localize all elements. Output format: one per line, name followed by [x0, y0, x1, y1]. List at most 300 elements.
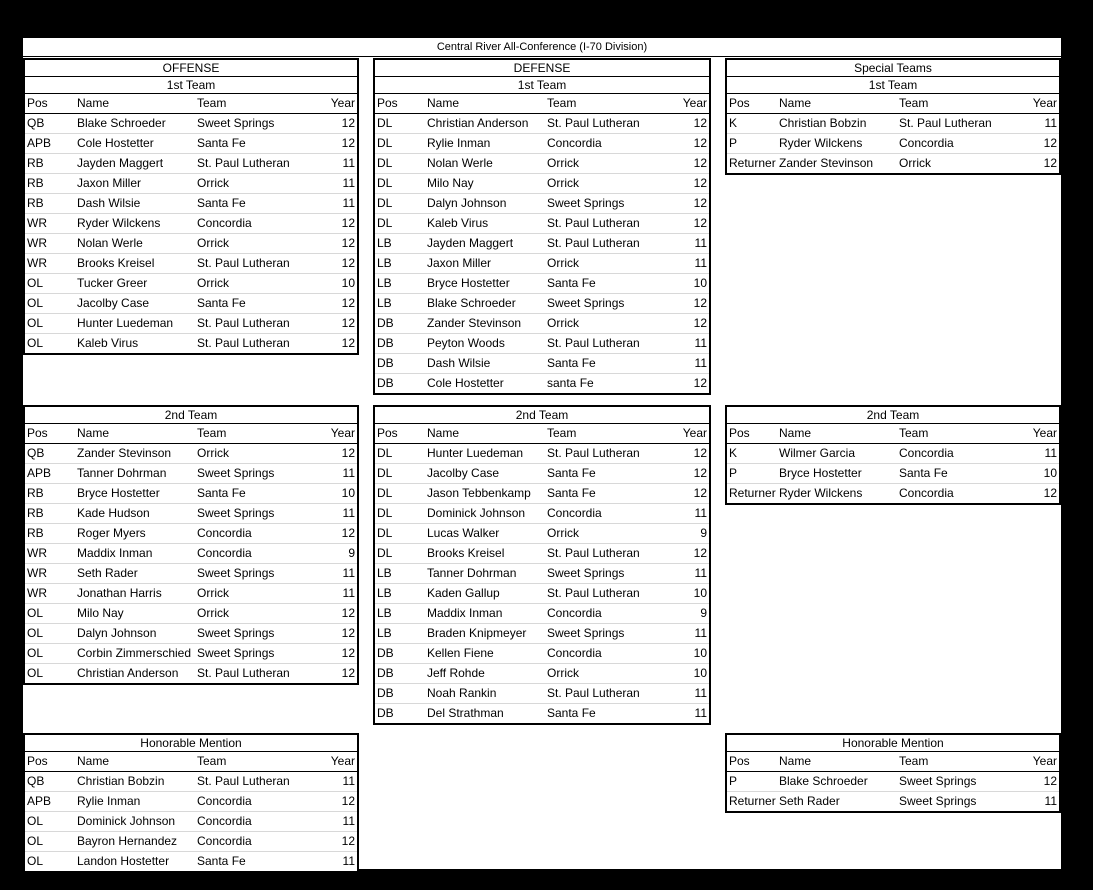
table-row [25, 812, 357, 832]
table-row [727, 134, 1059, 154]
cell-name: Hunter Luedeman [427, 446, 524, 460]
cell-pos: DL [377, 176, 393, 190]
cell-pos: DL [377, 116, 393, 130]
cell-team: St. Paul Lutheran [197, 156, 290, 170]
column-header-year: Year [682, 96, 707, 110]
cell-year: 12 [341, 626, 355, 640]
table-row [375, 604, 709, 624]
cell-name: Bryce Hostetter [77, 486, 160, 500]
table-row [25, 134, 357, 154]
cell-team: Sweet Springs [197, 506, 275, 520]
cell-name: Hunter Luedeman [77, 316, 174, 330]
table-row [25, 484, 357, 504]
cell-name: Brooks Kreisel [427, 546, 505, 560]
cell-year: 12 [341, 296, 355, 310]
cell-pos: DL [377, 546, 393, 560]
cell-pos: DL [377, 506, 393, 520]
cell-pos: P [729, 466, 738, 480]
table-row [25, 792, 357, 812]
table-row [25, 294, 357, 314]
cell-team: Sweet Springs [197, 626, 275, 640]
column-header-pos: Pos [27, 426, 48, 440]
cell-pos: DB [377, 336, 394, 350]
cell-name: Brooks Kreisel [77, 256, 155, 270]
cell-pos: DB [377, 686, 394, 700]
table-row [25, 214, 357, 234]
column-header-row [727, 752, 1059, 772]
table-row [25, 624, 357, 644]
cell-name: Bryce Hostetter [779, 466, 862, 480]
cell-pos: DB [377, 376, 394, 390]
column-header-name: Name [427, 96, 460, 110]
column-header-team: Team [197, 96, 227, 110]
cell-name: Nolan Werle [77, 236, 143, 250]
cell-name: Wilmer Garcia [779, 446, 856, 460]
column-header-name: Name [427, 426, 460, 440]
table-row [375, 274, 709, 294]
cell-name: Rylie Inman [427, 136, 491, 150]
cell-team: santa Fe [547, 376, 594, 390]
table-row [25, 274, 357, 294]
cell-year: 11 [694, 506, 707, 520]
cell-team: Concordia [547, 136, 602, 150]
cell-team: Concordia [547, 646, 602, 660]
column-header-year: Year [682, 426, 707, 440]
table-row [25, 524, 357, 544]
cell-pos: DB [377, 356, 394, 370]
special-teams-second-team-table [725, 405, 1061, 505]
cell-year: 12 [693, 446, 707, 460]
column-header-pos: Pos [729, 96, 750, 110]
cell-pos: Returner [729, 794, 776, 808]
cell-name: Del Strathman [427, 706, 504, 720]
cell-team: Orrick [547, 666, 579, 680]
cell-team: St. Paul Lutheran [547, 686, 640, 700]
cell-team: Santa Fe [547, 356, 596, 370]
cell-team: Santa Fe [197, 486, 246, 500]
cell-year: 11 [1044, 446, 1057, 460]
cell-name: Lucas Walker [427, 526, 500, 540]
cell-year: 10 [1043, 466, 1057, 480]
table-row [25, 852, 357, 871]
cell-name: Bryce Hostetter [427, 276, 510, 290]
cell-name: Dalyn Johnson [427, 196, 507, 210]
cell-pos: WR [27, 236, 47, 250]
offense-first-team-table [23, 58, 359, 355]
cell-year: 11 [342, 156, 355, 170]
column-header-year: Year [1032, 96, 1057, 110]
column-header-pos: Pos [729, 754, 750, 768]
defense-second-team-table [373, 405, 711, 725]
cell-pos: Returner [729, 486, 776, 500]
cell-name: Milo Nay [427, 176, 474, 190]
table-row [375, 254, 709, 274]
cell-pos: APB [27, 136, 52, 150]
cell-team: St. Paul Lutheran [547, 586, 640, 600]
cell-name: Dash Wilsie [77, 196, 141, 210]
cell-name: Kellen Fiene [427, 646, 494, 660]
table-row [25, 314, 357, 334]
table-row [375, 154, 709, 174]
cell-name: Jacolby Case [427, 466, 500, 480]
cell-team: Concordia [197, 834, 252, 848]
cell-year: 12 [693, 546, 707, 560]
cell-team: Orrick [197, 176, 229, 190]
column-header-row [727, 94, 1059, 114]
cell-year: 11 [1044, 794, 1057, 808]
cell-pos: RB [27, 486, 44, 500]
cell-year: 11 [342, 854, 355, 868]
table-row [25, 464, 357, 484]
team-level-heading: 2nd Team [727, 407, 1059, 424]
column-header-pos: Pos [377, 96, 398, 110]
column-header-team: Team [197, 426, 227, 440]
cell-pos: LB [377, 566, 392, 580]
cell-team: Concordia [197, 526, 252, 540]
table-row [375, 624, 709, 644]
table-row [25, 254, 357, 274]
cell-name: Zander Stevinson [427, 316, 522, 330]
cell-team: Sweet Springs [197, 646, 275, 660]
cell-year: 12 [693, 196, 707, 210]
cell-pos: OL [27, 296, 44, 310]
cell-year: 12 [341, 666, 355, 680]
column-header-pos: Pos [377, 426, 398, 440]
cell-name: Kaleb Virus [77, 336, 139, 350]
cell-year: 12 [693, 136, 707, 150]
cell-pos: LB [377, 256, 392, 270]
column-header-name: Name [77, 96, 110, 110]
cell-team: Sweet Springs [547, 566, 625, 580]
cell-year: 10 [693, 276, 707, 290]
column-header-row [375, 94, 709, 114]
cell-name: Rylie Inman [77, 794, 141, 808]
column-header-row [727, 424, 1059, 444]
cell-name: Jeff Rohde [427, 666, 485, 680]
cell-team: Concordia [899, 136, 954, 150]
cell-pos: LB [377, 606, 392, 620]
table-row [25, 832, 357, 852]
column-header-row [25, 94, 357, 114]
cell-team: Concordia [547, 506, 602, 520]
table-row [375, 374, 709, 393]
cell-team: Sweet Springs [197, 466, 275, 480]
column-header-name: Name [779, 754, 812, 768]
cell-year: 11 [694, 626, 707, 640]
table-row [375, 644, 709, 664]
cell-year: 10 [341, 486, 355, 500]
column-header-pos: Pos [27, 754, 48, 768]
cell-year: 12 [693, 156, 707, 170]
cell-pos: LB [377, 276, 392, 290]
table-row [25, 334, 357, 353]
table-row [375, 334, 709, 354]
column-header-name: Name [77, 426, 110, 440]
table-row [25, 772, 357, 792]
cell-team: Santa Fe [197, 196, 246, 210]
cell-team: Orrick [197, 236, 229, 250]
table-row [727, 114, 1059, 134]
table-row [375, 214, 709, 234]
table-row [375, 504, 709, 524]
cell-pos: OL [27, 626, 44, 640]
special-teams-first-team-table [725, 58, 1061, 175]
cell-name: Zander Stevinson [779, 156, 874, 170]
cell-name: Dominick Johnson [427, 506, 526, 520]
cell-pos: OL [27, 854, 44, 868]
cell-name: Christian Bobzin [779, 116, 867, 130]
cell-team: Santa Fe [547, 276, 596, 290]
cell-year: 12 [693, 216, 707, 230]
cell-name: Maddix Inman [427, 606, 503, 620]
table-row [375, 464, 709, 484]
cell-pos: K [729, 116, 738, 130]
cell-pos: OL [27, 666, 44, 680]
cell-name: Kaden Gallup [427, 586, 500, 600]
column-header-name: Name [779, 96, 812, 110]
cell-pos: P [729, 774, 738, 788]
cell-pos: DB [377, 666, 394, 680]
table-row [375, 234, 709, 254]
cell-name: Peyton Woods [427, 336, 505, 350]
cell-team: St. Paul Lutheran [547, 116, 640, 130]
cell-team: St. Paul Lutheran [197, 256, 290, 270]
table-row [25, 114, 357, 134]
cell-team: Santa Fe [197, 296, 246, 310]
cell-name: Ryder Wilckens [77, 216, 161, 230]
cell-pos: LB [377, 626, 392, 640]
cell-year: 12 [341, 316, 355, 330]
cell-year: 11 [342, 196, 355, 210]
cell-year: 12 [341, 794, 355, 808]
cell-year: 9 [700, 526, 707, 540]
cell-name: Maddix Inman [77, 546, 153, 560]
column-header-name: Name [77, 754, 110, 768]
cell-year: 12 [341, 136, 355, 150]
cell-pos: RB [27, 156, 44, 170]
table-row [25, 504, 357, 524]
cell-team: Concordia [197, 794, 252, 808]
cell-year: 11 [694, 256, 707, 270]
cell-pos: QB [27, 774, 45, 788]
column-header-year: Year [330, 754, 355, 768]
cell-name: Roger Myers [77, 526, 146, 540]
cell-team: Santa Fe [899, 466, 948, 480]
cell-pos: DL [377, 196, 393, 210]
team-level-heading: Honorable Mention [727, 735, 1059, 752]
cell-name: Jayden Maggert [427, 236, 514, 250]
cell-year: 11 [1044, 116, 1057, 130]
team-level-heading: 2nd Team [25, 407, 357, 424]
table-row [727, 154, 1059, 173]
cell-pos: K [729, 446, 738, 460]
cell-year: 12 [1043, 136, 1057, 150]
cell-year: 12 [341, 116, 355, 130]
cell-name: Blake Schroeder [779, 774, 868, 788]
table-row [25, 234, 357, 254]
team-level-heading: 1st Team [375, 77, 709, 94]
cell-year: 12 [341, 236, 355, 250]
cell-pos: QB [27, 116, 45, 130]
cell-name: Dominick Johnson [77, 814, 176, 828]
cell-team: Sweet Springs [899, 794, 977, 808]
cell-year: 12 [693, 116, 707, 130]
table-row [375, 704, 709, 723]
cell-team: Orrick [197, 276, 229, 290]
table-row [25, 664, 357, 683]
cell-year: 11 [342, 586, 355, 600]
table-row [727, 792, 1059, 811]
cell-year: 9 [700, 606, 707, 620]
cell-name: Zander Stevinson [77, 446, 172, 460]
cell-year: 12 [341, 834, 355, 848]
cell-team: Sweet Springs [547, 196, 625, 210]
cell-team: Santa Fe [197, 136, 246, 150]
table-row [375, 524, 709, 544]
cell-team: St. Paul Lutheran [547, 546, 640, 560]
cell-team: Sweet Springs [547, 626, 625, 640]
column-header-year: Year [330, 96, 355, 110]
cell-pos: OL [27, 336, 44, 350]
table-row [375, 114, 709, 134]
column-header-row [25, 752, 357, 772]
special-teams-honorable-mention-table [725, 733, 1061, 813]
cell-year: 11 [342, 466, 355, 480]
cell-pos: DL [377, 466, 393, 480]
cell-team: St. Paul Lutheran [197, 336, 290, 350]
table-row [727, 772, 1059, 792]
cell-name: Corbin Zimmerschied [77, 646, 192, 660]
column-header-pos: Pos [729, 426, 750, 440]
section-heading: Special Teams [727, 60, 1059, 77]
cell-name: Landon Hostetter [77, 854, 170, 868]
table-row [375, 294, 709, 314]
cell-year: 11 [694, 686, 707, 700]
cell-team: Concordia [197, 814, 252, 828]
cell-pos: WR [27, 256, 47, 270]
cell-name: Dash Wilsie [427, 356, 491, 370]
cell-pos: WR [27, 566, 47, 580]
table-row [25, 544, 357, 564]
column-header-team: Team [899, 754, 929, 768]
cell-pos: WR [27, 586, 47, 600]
cell-name: Braden Knipmeyer [427, 626, 527, 640]
cell-year: 11 [342, 814, 355, 828]
column-header-year: Year [1032, 426, 1057, 440]
all-conference-sheet [23, 38, 1061, 869]
cell-team: Sweet Springs [547, 296, 625, 310]
cell-year: 11 [342, 176, 355, 190]
cell-year: 11 [694, 706, 707, 720]
cell-year: 11 [694, 566, 707, 580]
cell-year: 12 [341, 256, 355, 270]
cell-year: 11 [694, 356, 707, 370]
cell-team: Orrick [547, 176, 579, 190]
table-row [25, 604, 357, 624]
cell-year: 10 [341, 276, 355, 290]
cell-year: 12 [341, 606, 355, 620]
cell-pos: LB [377, 236, 392, 250]
cell-team: Orrick [547, 256, 579, 270]
cell-name: Jonathan Harris [77, 586, 162, 600]
column-header-row [375, 424, 709, 444]
cell-pos: WR [27, 216, 47, 230]
cell-year: 11 [342, 506, 355, 520]
cell-pos: LB [377, 296, 392, 310]
table-row [375, 134, 709, 154]
table-row [727, 484, 1059, 503]
cell-pos: RB [27, 196, 44, 210]
cell-pos: Returner [729, 156, 776, 170]
cell-year: 12 [341, 646, 355, 660]
cell-pos: DL [377, 136, 393, 150]
cell-team: Concordia [197, 546, 252, 560]
cell-team: Concordia [547, 606, 602, 620]
column-header-team: Team [899, 96, 929, 110]
cell-team: St. Paul Lutheran [547, 336, 640, 350]
cell-year: 10 [693, 666, 707, 680]
cell-name: Tanner Dohrman [427, 566, 517, 580]
section-heading: DEFENSE [375, 60, 709, 77]
table-row [375, 664, 709, 684]
section-heading: OFFENSE [25, 60, 357, 77]
cell-pos: APB [27, 794, 52, 808]
cell-year: 9 [348, 546, 355, 560]
cell-pos: RB [27, 526, 44, 540]
table-row [25, 444, 357, 464]
cell-team: St. Paul Lutheran [197, 774, 290, 788]
column-header-year: Year [330, 426, 355, 440]
cell-name: Jaxon Miller [427, 256, 492, 270]
cell-team: Santa Fe [547, 486, 596, 500]
cell-year: 10 [693, 646, 707, 660]
cell-pos: OL [27, 316, 44, 330]
cell-pos: RB [27, 506, 44, 520]
column-header-team: Team [899, 426, 929, 440]
cell-name: Blake Schroeder [77, 116, 166, 130]
cell-name: Milo Nay [77, 606, 124, 620]
cell-team: St. Paul Lutheran [197, 666, 290, 680]
cell-name: Noah Rankin [427, 686, 497, 700]
table-row [375, 544, 709, 564]
offense-honorable-mention-table [23, 733, 359, 873]
column-header-team: Team [547, 426, 577, 440]
cell-year: 11 [342, 566, 355, 580]
cell-team: Orrick [547, 156, 579, 170]
cell-year: 12 [693, 176, 707, 190]
team-level-heading: 1st Team [727, 77, 1059, 94]
cell-team: Sweet Springs [899, 774, 977, 788]
table-row [375, 174, 709, 194]
cell-pos: WR [27, 546, 47, 560]
cell-team: Orrick [197, 606, 229, 620]
cell-year: 12 [341, 216, 355, 230]
cell-name: Blake Schroeder [427, 296, 516, 310]
table-row [727, 444, 1059, 464]
cell-team: Sweet Springs [197, 116, 275, 130]
cell-name: Cole Hostetter [77, 136, 154, 150]
cell-name: Dalyn Johnson [77, 626, 157, 640]
cell-year: 11 [694, 336, 707, 350]
cell-team: St. Paul Lutheran [197, 316, 290, 330]
cell-year: 12 [1043, 486, 1057, 500]
cell-team: Concordia [899, 446, 954, 460]
column-header-pos: Pos [27, 96, 48, 110]
table-row [25, 644, 357, 664]
cell-name: Ryder Wilckens [779, 486, 863, 500]
offense-second-team-table [23, 405, 359, 685]
cell-pos: OL [27, 834, 44, 848]
